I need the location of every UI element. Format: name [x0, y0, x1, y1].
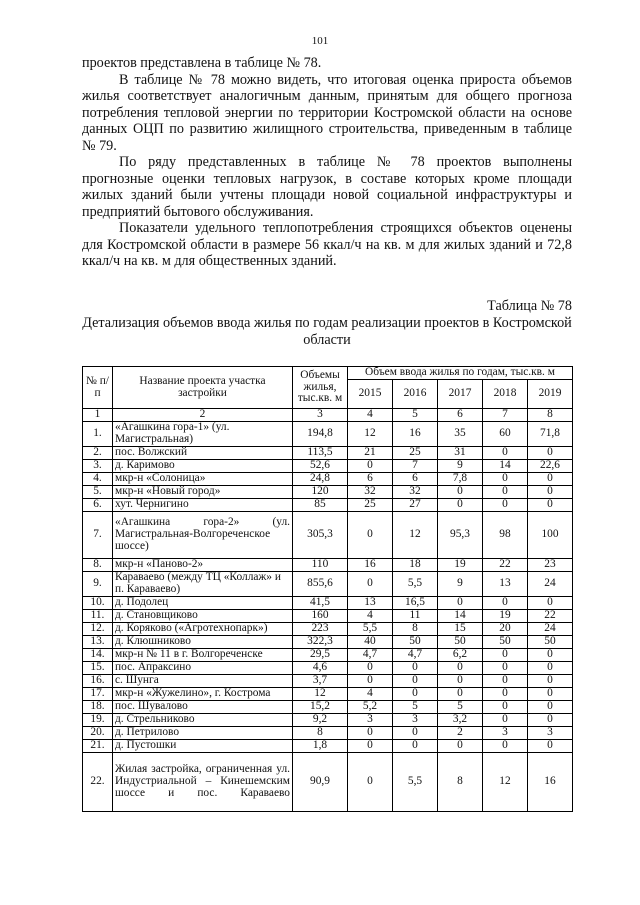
year-cell: 0 [483, 740, 528, 753]
year-cell: 11 [393, 610, 438, 623]
year-cell: 71,8 [528, 422, 573, 447]
year-cell: 24 [528, 572, 573, 597]
year-cell: 16 [348, 559, 393, 572]
volume-cell: 160 [293, 610, 348, 623]
year-cell: 32 [348, 486, 393, 499]
year-cell: 12 [348, 422, 393, 447]
year-cell: 32 [393, 486, 438, 499]
row-number: 3. [83, 460, 113, 473]
table-row [83, 662, 573, 675]
year-cell: 0 [438, 662, 483, 675]
year-cell: 0 [348, 740, 393, 753]
year-cell: 9 [438, 572, 483, 597]
table-row [83, 486, 573, 499]
volume-cell: 1,8 [293, 740, 348, 753]
year-cell: 6 [393, 473, 438, 486]
year-cell: 95,3 [438, 512, 483, 559]
table-row [83, 688, 573, 701]
year-cell: 8 [393, 623, 438, 636]
year-cell: 0 [528, 597, 573, 610]
year-cell: 0 [528, 649, 573, 662]
year-cell: 12 [393, 512, 438, 559]
year-cell: 5,2 [348, 701, 393, 714]
project-name: д. Подолец [113, 597, 293, 610]
year-cell: 22 [483, 559, 528, 572]
year-cell: 27 [393, 499, 438, 512]
year-cell: 15 [438, 623, 483, 636]
year-cell: 31 [438, 447, 483, 460]
volume-cell: 194,8 [293, 422, 348, 447]
header-year: 2015 [348, 380, 393, 409]
project-name: пос. Волжский [113, 447, 293, 460]
year-cell: 0 [438, 597, 483, 610]
year-cell: 0 [393, 740, 438, 753]
row-number: 8. [83, 559, 113, 572]
table-label: Таблица № 78 [487, 298, 572, 314]
year-cell: 19 [483, 610, 528, 623]
year-cell: 19 [438, 559, 483, 572]
volume-cell: 110 [293, 559, 348, 572]
year-cell: 0 [528, 714, 573, 727]
year-cell: 4 [348, 688, 393, 701]
project-name: д. Коряково («Агротехнопарк») [113, 623, 293, 636]
project-name: д. Становщиково [113, 610, 293, 623]
year-cell: 24 [528, 623, 573, 636]
header-year: 2019 [528, 380, 573, 409]
year-cell: 3 [528, 727, 573, 740]
table-row [83, 597, 573, 610]
year-cell: 5,5 [348, 623, 393, 636]
project-name: «Агашкина гора-2» (ул. Магистральная-Волгореченское шоссе) [113, 512, 293, 559]
year-cell: 0 [348, 662, 393, 675]
year-cell: 0 [348, 572, 393, 597]
table-row [83, 675, 573, 688]
year-cell: 0 [348, 675, 393, 688]
project-name: д. Клюшниково [113, 636, 293, 649]
row-number: 18. [83, 701, 113, 714]
row-number: 4. [83, 473, 113, 486]
volume-cell: 15,2 [293, 701, 348, 714]
year-cell: 0 [528, 740, 573, 753]
row-number: 1. [83, 422, 113, 447]
project-name: пос. Апраксино [113, 662, 293, 675]
year-cell: 0 [528, 701, 573, 714]
volume-cell: 113,5 [293, 447, 348, 460]
row-number: 10. [83, 597, 113, 610]
year-cell: 25 [348, 499, 393, 512]
table-row [83, 447, 573, 460]
year-cell: 7 [393, 460, 438, 473]
year-cell: 8 [438, 753, 483, 812]
project-name: пос. Шувалово [113, 701, 293, 714]
year-cell: 0 [348, 753, 393, 812]
paragraph-2: В таблице № 78 можно видеть, что итоговая оценка прироста объемов жилья соответствует аналогичным данным, принятым для общего прогноза потребления тепловой энергии по территории Костромской области на основе данных ОЦП по развитию жилищного строительства, приведенным в таблице № 79. [82, 71, 572, 154]
row-number: 9. [83, 572, 113, 597]
table-row [83, 512, 573, 559]
table-row [83, 714, 573, 727]
year-cell: 0 [528, 447, 573, 460]
header-year: 2018 [483, 380, 528, 409]
table-row [83, 460, 573, 473]
volume-cell: 9,2 [293, 714, 348, 727]
year-cell: 3,2 [438, 714, 483, 727]
year-cell: 18 [393, 559, 438, 572]
year-cell: 0 [348, 460, 393, 473]
year-cell: 40 [348, 636, 393, 649]
header-group: Объем ввода жилья по годам, тыс.кв. м [348, 367, 573, 380]
year-cell: 13 [348, 597, 393, 610]
project-name: «Агашкина гора-1» (ул. Магистральная) [113, 422, 293, 447]
row-number: 14. [83, 649, 113, 662]
year-cell: 0 [483, 473, 528, 486]
row-number: 17. [83, 688, 113, 701]
year-cell: 21 [348, 447, 393, 460]
year-cell: 0 [483, 486, 528, 499]
table-row [83, 727, 573, 740]
row-number: 2. [83, 447, 113, 460]
year-cell: 0 [483, 447, 528, 460]
year-cell: 4 [348, 610, 393, 623]
year-cell: 0 [483, 597, 528, 610]
year-cell: 5 [393, 701, 438, 714]
paragraph-4: Показатели удельного теплопотребления строящихся объектов оценены для Костромской области в размере 56 ккал/ч на кв. м для жилых зданий и 72,8 ккал/ч на кв. м для общественных зданий. [82, 220, 572, 269]
project-name: мкр-н № 11 в г. Волгореченске [113, 649, 293, 662]
volume-cell: 3,7 [293, 675, 348, 688]
year-cell: 0 [393, 675, 438, 688]
year-cell: 16 [528, 753, 573, 812]
project-name: мкр-н «Солоница» [113, 473, 293, 486]
year-cell: 3 [483, 727, 528, 740]
column-number: 7 [483, 409, 528, 422]
year-cell: 14 [483, 460, 528, 473]
year-cell: 0 [528, 662, 573, 675]
year-cell: 12 [483, 753, 528, 812]
volume-cell: 223 [293, 623, 348, 636]
year-cell: 25 [393, 447, 438, 460]
year-cell: 0 [528, 499, 573, 512]
row-number: 13. [83, 636, 113, 649]
year-cell: 98 [483, 512, 528, 559]
header-volume: Объемы жилья, тыс.кв. м [293, 367, 348, 409]
housing-table [82, 366, 573, 812]
volume-cell: 90,9 [293, 753, 348, 812]
column-number: 3 [293, 409, 348, 422]
table-row [83, 422, 573, 447]
year-cell: 0 [348, 727, 393, 740]
project-name: д. Петрилово [113, 727, 293, 740]
year-cell: 100 [528, 512, 573, 559]
volume-cell: 12 [293, 688, 348, 701]
year-cell: 3 [393, 714, 438, 727]
year-cell: 4,7 [348, 649, 393, 662]
year-cell: 3 [348, 714, 393, 727]
year-cell: 16,5 [393, 597, 438, 610]
project-name: д. Каримово [113, 460, 293, 473]
volume-cell: 85 [293, 499, 348, 512]
row-number: 21. [83, 740, 113, 753]
year-cell: 14 [438, 610, 483, 623]
volume-cell: 8 [293, 727, 348, 740]
year-cell: 13 [483, 572, 528, 597]
body-text [82, 55, 572, 270]
project-name: Караваево (между ТЦ «Коллаж» и п. Караваево) [113, 572, 293, 597]
row-number: 11. [83, 610, 113, 623]
year-cell: 5,5 [393, 753, 438, 812]
row-number: 20. [83, 727, 113, 740]
year-cell: 9 [438, 460, 483, 473]
paragraph-1: проектов представлена в таблице № 78. [82, 55, 322, 71]
year-cell: 0 [528, 486, 573, 499]
volume-cell: 322,3 [293, 636, 348, 649]
year-cell: 0 [483, 688, 528, 701]
year-cell: 60 [483, 422, 528, 447]
year-cell: 22,6 [528, 460, 573, 473]
year-cell: 35 [438, 422, 483, 447]
table-body [83, 422, 573, 812]
header-year: 2016 [393, 380, 438, 409]
volume-cell: 29,5 [293, 649, 348, 662]
project-name: мкр-н «Жужелино», г. Кострома [113, 688, 293, 701]
table-row [83, 753, 573, 812]
volume-cell: 305,3 [293, 512, 348, 559]
year-cell: 22 [528, 610, 573, 623]
year-cell: 0 [483, 649, 528, 662]
year-cell: 0 [483, 662, 528, 675]
column-number: 2 [113, 409, 293, 422]
row-number: 6. [83, 499, 113, 512]
year-cell: 0 [483, 675, 528, 688]
header-name: Название проекта участка застройки [113, 367, 293, 409]
year-cell: 0 [438, 486, 483, 499]
volume-cell: 52,6 [293, 460, 348, 473]
year-cell: 0 [393, 727, 438, 740]
volume-cell: 855,6 [293, 572, 348, 597]
year-cell: 0 [483, 499, 528, 512]
table-row [83, 701, 573, 714]
year-cell: 0 [438, 499, 483, 512]
row-number: 7. [83, 512, 113, 559]
year-cell: 50 [393, 636, 438, 649]
volume-cell: 120 [293, 486, 348, 499]
year-cell: 0 [393, 662, 438, 675]
year-cell: 0 [348, 512, 393, 559]
year-cell: 4,7 [393, 649, 438, 662]
year-cell: 50 [483, 636, 528, 649]
row-number: 5. [83, 486, 113, 499]
year-cell: 0 [483, 701, 528, 714]
year-cell: 2 [438, 727, 483, 740]
volume-cell: 24,8 [293, 473, 348, 486]
year-cell: 0 [528, 688, 573, 701]
column-number: 1 [83, 409, 113, 422]
volume-cell: 4,6 [293, 662, 348, 675]
header-num: № п/п [83, 367, 113, 409]
year-cell: 0 [528, 675, 573, 688]
paragraph-3: По ряду представленных в таблице № 78 проектов выполнены прогнозные оценки тепловых нагрузок, в составе которых кроме площади жилых зданий были учтены площади новой социальной инфраструктуры и предприятий бытового обслуживания. [82, 154, 572, 220]
year-cell: 5 [438, 701, 483, 714]
project-name: мкр-н «Паново-2» [113, 559, 293, 572]
project-name: мкр-н «Новый город» [113, 486, 293, 499]
year-cell: 50 [528, 636, 573, 649]
year-cell: 0 [483, 714, 528, 727]
table-row [83, 610, 573, 623]
project-name: хут. Чернигино [113, 499, 293, 512]
table-row [83, 649, 573, 662]
year-cell: 6 [348, 473, 393, 486]
row-number: 16. [83, 675, 113, 688]
project-name: д. Стрельниково [113, 714, 293, 727]
column-number: 6 [438, 409, 483, 422]
row-number: 22. [83, 753, 113, 812]
header-year: 2017 [438, 380, 483, 409]
year-cell: 0 [438, 688, 483, 701]
year-cell: 16 [393, 422, 438, 447]
column-number: 8 [528, 409, 573, 422]
volume-cell: 41,5 [293, 597, 348, 610]
table-row [83, 636, 573, 649]
year-cell: 0 [393, 688, 438, 701]
table-row [83, 623, 573, 636]
project-name: д. Пустошки [113, 740, 293, 753]
row-number: 15. [83, 662, 113, 675]
year-cell: 0 [528, 473, 573, 486]
column-number: 5 [393, 409, 438, 422]
project-name: с. Шунга [113, 675, 293, 688]
page-number: 101 [311, 35, 329, 47]
year-cell: 6,2 [438, 649, 483, 662]
row-number: 12. [83, 623, 113, 636]
year-cell: 7,8 [438, 473, 483, 486]
table-row [83, 473, 573, 486]
year-cell: 0 [438, 675, 483, 688]
table-title: Детализация объемов ввода жилья по годам реализации проектов в Костромской области [82, 315, 572, 348]
year-cell: 5,5 [393, 572, 438, 597]
table-row [83, 740, 573, 753]
table-row [83, 559, 573, 572]
year-cell: 20 [483, 623, 528, 636]
table-row [83, 572, 573, 597]
row-number: 19. [83, 714, 113, 727]
project-name: Жилая застройка, ограниченная ул. Индустриальной – Кинешемским шоссе и пос. Караваево [113, 753, 293, 812]
year-cell: 50 [438, 636, 483, 649]
year-cell: 23 [528, 559, 573, 572]
column-number: 4 [348, 409, 393, 422]
table-row [83, 499, 573, 512]
year-cell: 0 [438, 740, 483, 753]
